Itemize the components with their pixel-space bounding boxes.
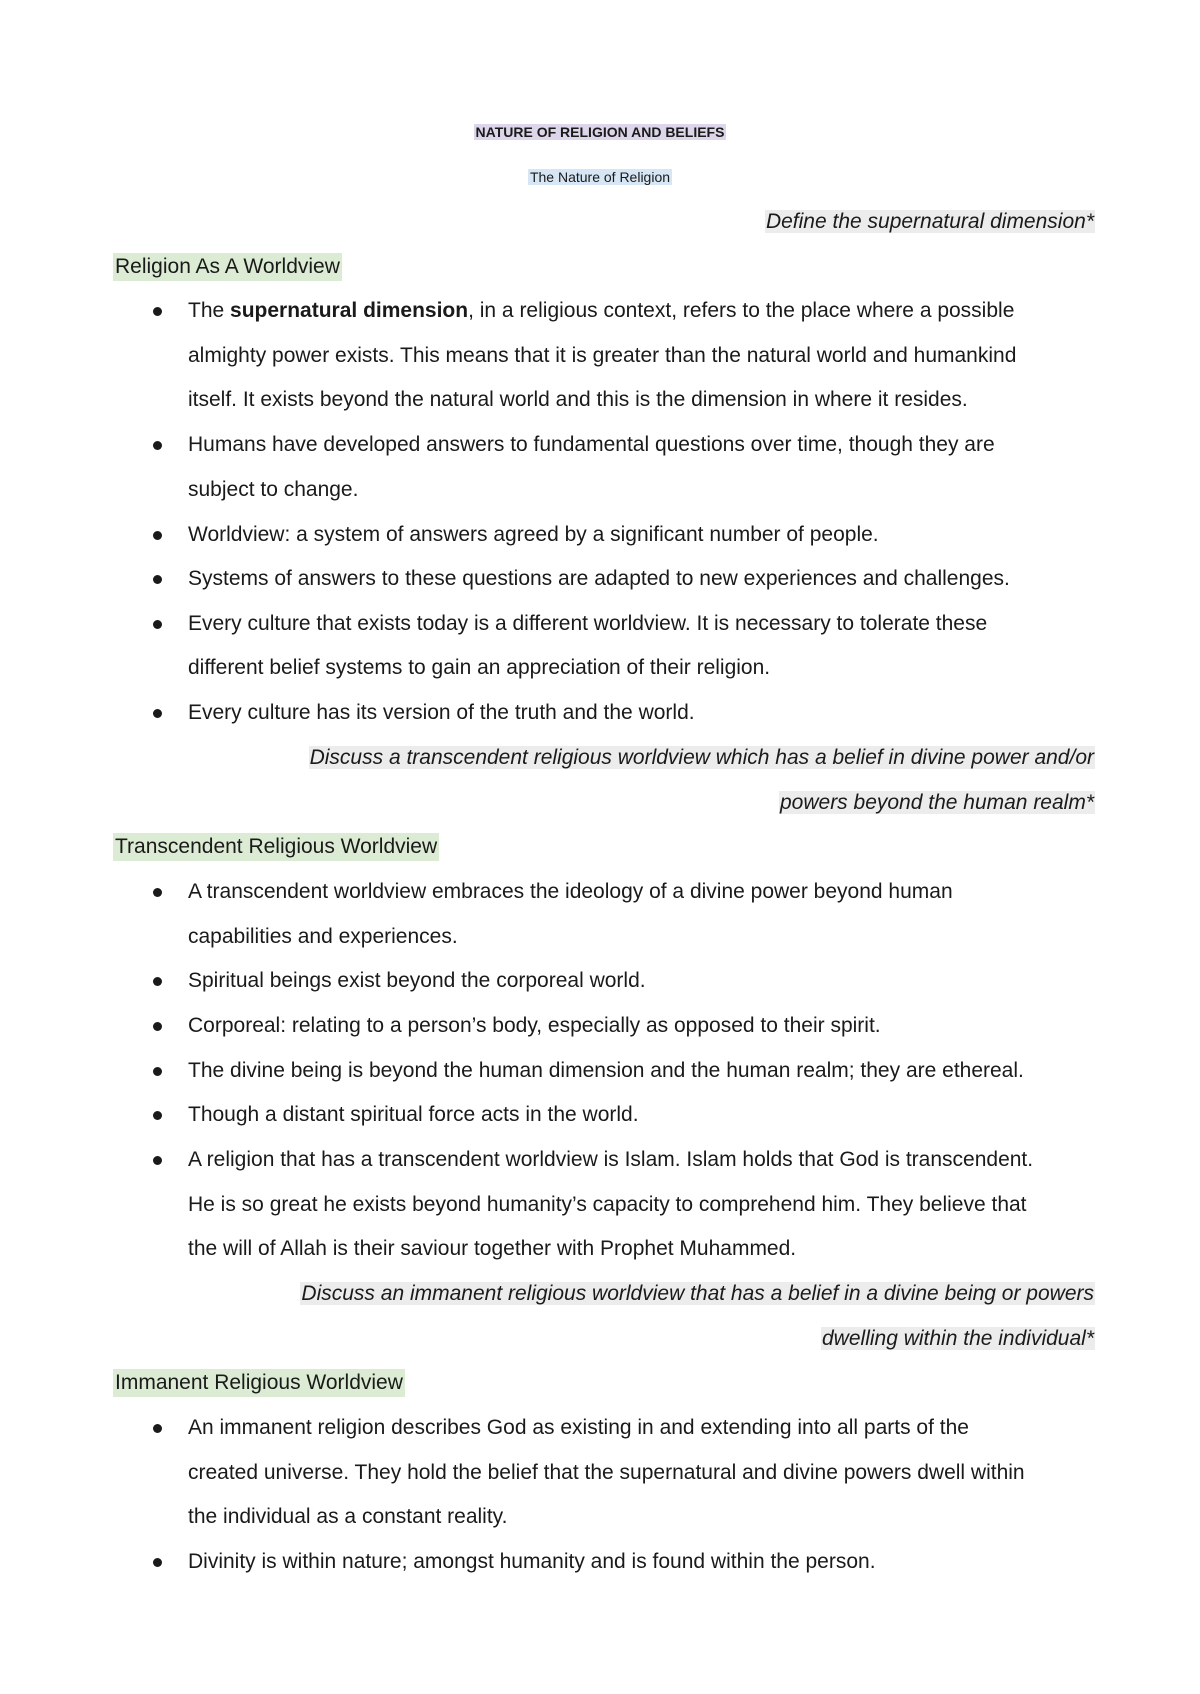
bullet-text: Spiritual beings exist beyond the corporeal world. — [188, 969, 646, 992]
bullet-text-continued: created universe. They hold the belief that the supernatural and divine powers dwell within — [188, 1461, 1025, 1484]
bullet-text: Humans have developed answers to fundamental questions over time, though they are — [188, 433, 995, 456]
bullet-text-continued: capabilities and experiences. — [188, 925, 458, 948]
bullet-text — [188, 297, 1014, 325]
bullet-icon — [153, 1111, 162, 1120]
document-title: NATURE OF RELIGION AND BELIEFS — [475, 124, 725, 140]
prompt-text: Discuss an immanent religious worldview that has a belief in a divine being or powers — [301, 1282, 1094, 1305]
document-title-line — [0, 118, 1200, 146]
section-heading-worldview: Religion As A Worldview — [113, 253, 342, 281]
bullet-text: An immanent religion describes God as existing in and extending into all parts of the — [188, 1416, 969, 1439]
prompt-text: dwelling within the individual* — [822, 1327, 1094, 1350]
bullet-icon — [153, 575, 162, 584]
bullet-icon — [153, 620, 162, 629]
prompt-text: Discuss a transcendent religious worldview which has a belief in divine power and/or — [309, 746, 1094, 769]
bullet-text-continued: almighty power exists. This means that it is greater than the natural world and humankind — [188, 344, 1017, 367]
bullet-text-continued: the will of Allah is their saviour together with Prophet Muhammed. — [188, 1237, 797, 1260]
question-prompt-2 — [309, 744, 1095, 772]
question-prompt-3 — [300, 1280, 1095, 1308]
bullet-icon — [153, 1558, 162, 1567]
bullet-text-continued: itself. It exists beyond the natural world and this is the dimension in where it resides. — [188, 388, 968, 411]
bullet-text: Systems of answers to these questions are adapted to new experiences and challenges. — [188, 567, 1010, 590]
bullet-icon — [153, 1022, 162, 1031]
question-prompt-1 — [765, 208, 1095, 236]
bullet-text: A transcendent worldview embraces the ideology of a divine power beyond human — [188, 880, 953, 903]
bullet-icon — [153, 977, 162, 986]
bullet-text: A religion that has a transcendent worldview is Islam. Islam holds that God is transcendent. — [188, 1148, 1034, 1171]
prompt-text: Define the supernatural dimension* — [765, 210, 1094, 233]
bullet-text-continued: subject to change. — [188, 478, 359, 501]
bullet-text: Every culture that exists today is a different worldview. It is necessary to tolerate these — [188, 612, 988, 635]
bullet-icon — [153, 531, 162, 540]
bullet-text: Though a distant spiritual force acts in the world. — [188, 1103, 639, 1126]
bullet-icon — [153, 1067, 162, 1076]
document-subtitle: The Nature of Religion — [529, 169, 671, 185]
prompt-text: powers beyond the human realm* — [779, 791, 1094, 814]
bullet-text-part: The — [188, 299, 231, 322]
bullet-icon — [153, 307, 162, 316]
bold-term: supernatural dimension — [230, 299, 469, 322]
bullet-text: Worldview: a system of answers agreed by a significant number of people. — [188, 523, 879, 546]
bullet-icon — [153, 709, 162, 718]
bullet-icon — [153, 441, 162, 450]
bullet-text-continued: He is so great he exists beyond humanity’s capacity to comprehend him. They believe that — [188, 1193, 1027, 1216]
bullet-icon — [153, 1424, 162, 1433]
bullet-text: Corporeal: relating to a person’s body, especially as opposed to their spirit. — [188, 1014, 881, 1037]
question-prompt-3-continued — [821, 1325, 1095, 1353]
document-subtitle-line — [0, 163, 1200, 191]
bullet-icon — [153, 1156, 162, 1165]
bullet-text: The divine being is beyond the human dimension and the human realm; they are ethereal. — [188, 1059, 1024, 1082]
bullet-icon — [153, 888, 162, 897]
bullet-text-part: , in a religious context, refers to the place where a possible — [468, 299, 1015, 322]
question-prompt-2-continued — [779, 789, 1095, 817]
section-heading-transcendent: Transcendent Religious Worldview — [113, 833, 439, 861]
bullet-text: Divinity is within nature; amongst humanity and is found within the person. — [188, 1550, 876, 1573]
bullet-text: Every culture has its version of the truth and the world. — [188, 701, 695, 724]
bullet-text-continued: different belief systems to gain an appreciation of their religion. — [188, 656, 771, 679]
section-heading-immanent: Immanent Religious Worldview — [113, 1369, 405, 1397]
bullet-text-continued: the individual as a constant reality. — [188, 1505, 508, 1528]
